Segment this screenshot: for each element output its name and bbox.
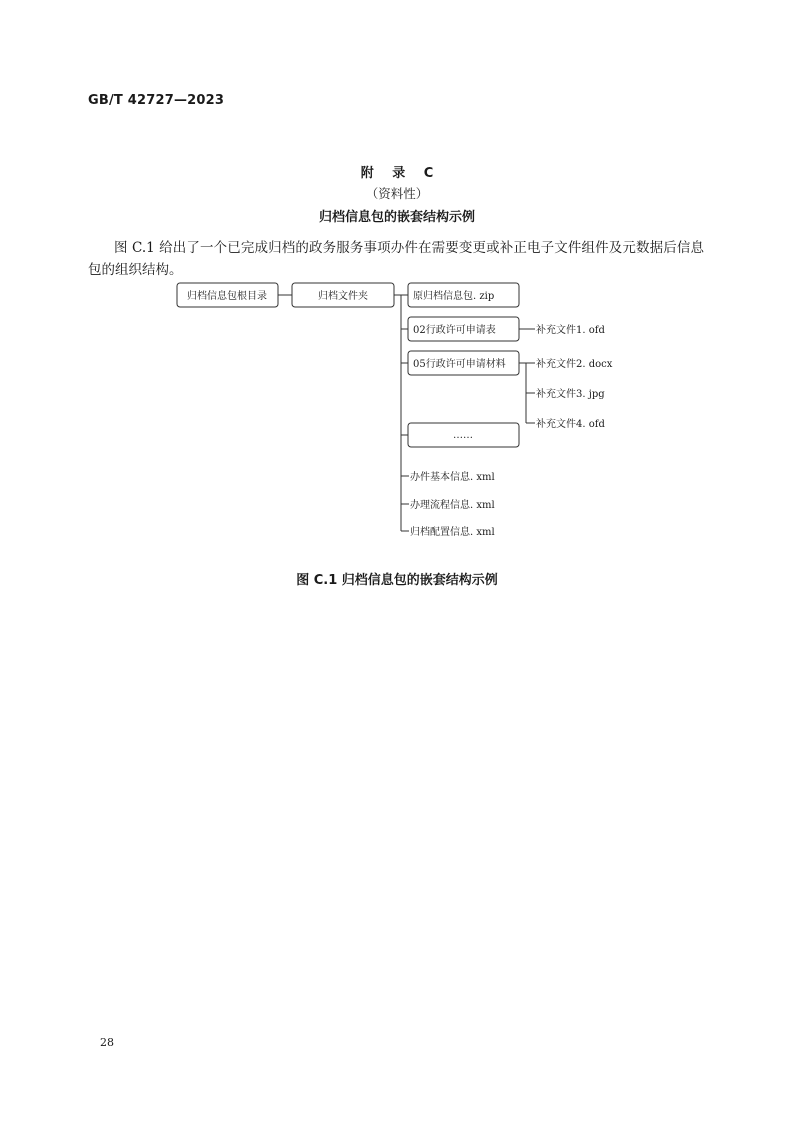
- standard-number: GB/T 42727—2023: [88, 93, 225, 108]
- appendix-title: 归档信息包的嵌套结构示例: [318, 210, 475, 225]
- root-directory-label: 归档信息包根目录: [187, 291, 267, 302]
- form-05-label: 05行政许可申请材料: [413, 359, 506, 370]
- ellipsis-label: ……: [453, 430, 473, 441]
- basic-info-file: 办件基本信息. xml: [410, 472, 495, 483]
- supplement-file-1: 补充文件1. ofd: [536, 325, 605, 336]
- config-info-file: 归档配置信息. xml: [410, 527, 495, 538]
- page-number: 28: [100, 1036, 114, 1049]
- archive-folder-label: 归档文件夹: [318, 291, 368, 302]
- supplement-file-3: 补充文件3. jpg: [536, 389, 605, 400]
- appendix-label: 附 录 C: [360, 166, 434, 181]
- figure-caption: 图 C.1 归档信息包的嵌套结构示例: [296, 573, 498, 588]
- appendix-nature: （资料性）: [365, 186, 429, 201]
- form-02-label: 02行政许可申请表: [413, 325, 496, 336]
- process-info-file: 办理流程信息. xml: [410, 500, 495, 511]
- intro-paragraph: 图 C.1 给出了一个已完成归档的政务服务事项办件在需要变更或补正电子文件组件及元数据后信息包的组织结构。: [88, 240, 704, 278]
- supplement-file-2: 补充文件2. docx: [536, 359, 613, 370]
- supplement-file-4: 补充文件4. ofd: [536, 419, 605, 430]
- original-package-label: 原归档信息包. zip: [413, 291, 495, 302]
